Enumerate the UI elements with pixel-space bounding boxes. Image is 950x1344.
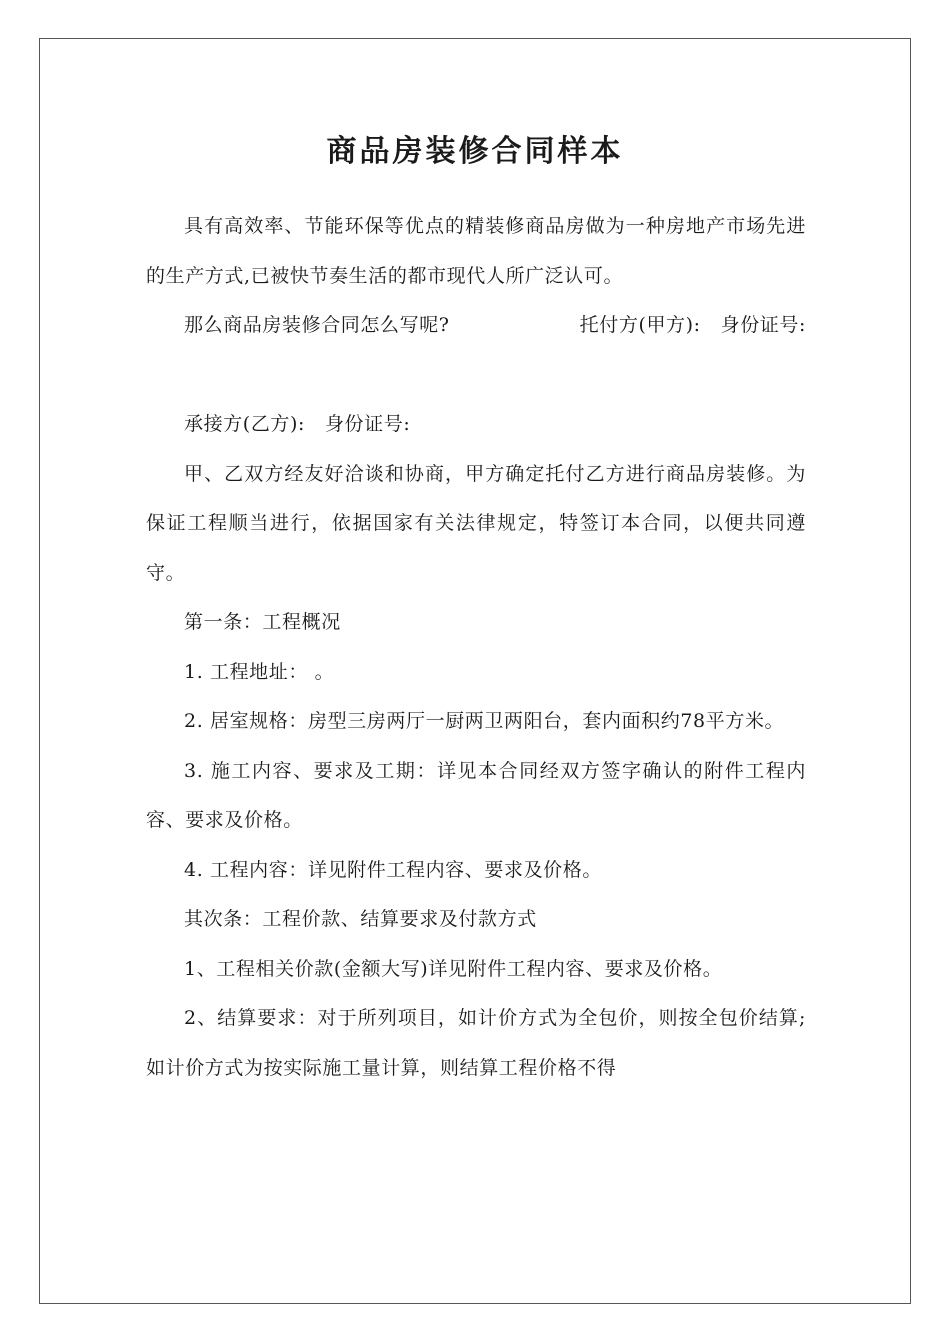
document-body (146, 202, 806, 1093)
article-1-heading: 第一条：工程概况 (184, 611, 341, 633)
party-a-group (542, 301, 806, 351)
party-b-line (146, 400, 806, 450)
intro-text: 具有高效率、节能环保等优点的精装修商品房做为一种房地产市场先进的生产方式,已被快节奏生活的都市现代人所广泛认可。 (146, 215, 806, 287)
agreement-paragraph: 甲、乙双方经友好洽谈和协商，甲方确定托付乙方进行商品房装修。为保证工程顺当进行，依据国家有关法律规定，特签订本合同，以便共同遵守。 (146, 462, 806, 584)
party-b-label: 承接方(乙方): (184, 413, 306, 435)
article-2-item-2: 2、结算要求：对于所列项目，如计价方式为全包价，则按全包价结算;如计价方式为按实际施工量计算，则结算工程价格不得 (146, 1007, 806, 1079)
party-b-id-label: 身份证号: (324, 413, 411, 435)
document-title: 商品房装修合同样本 (326, 134, 624, 169)
article-1-item-2: 2. 居室规格：房型三房两厅一厨两卫两阳台，套内面积约78平方米。 (184, 710, 785, 732)
article-1-item-4: 4. 工程内容：详见附件工程内容、要求及价格。 (184, 858, 602, 881)
article-2-item-1: 1、工程相关价款(金额大写)详见附件工程内容、要求及价格。 (184, 957, 723, 980)
party-a-line (146, 301, 806, 351)
article-1-item-3: 3. 施工内容、要求及工期：详见本合同经双方签字确认的附件工程内容、要求及价格。 (146, 759, 806, 831)
article-1-item-1: 1. 工程地址： 。 (184, 660, 335, 683)
party-a-id-label: 身份证号: (720, 314, 806, 336)
blank-line (146, 351, 806, 401)
article-2-heading: 其次条：工程价款、结算要求及付款方式 (184, 908, 537, 930)
intro-paragraph (146, 202, 806, 351)
intro-question: 那么商品房装修合同怎么写呢? (184, 314, 450, 336)
party-a-label: 托付方(甲方): (579, 314, 701, 336)
